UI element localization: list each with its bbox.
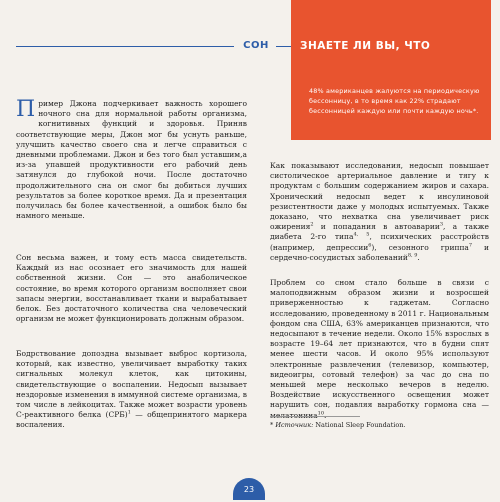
footnote-label: Источник: xyxy=(275,421,314,429)
page-number: 23 xyxy=(233,478,265,500)
footnote xyxy=(270,421,490,430)
left-paragraph-1 xyxy=(16,99,247,221)
footnote-ref: 2 xyxy=(310,221,314,228)
footnote-rule xyxy=(270,416,360,417)
callout-text: 48% американцев жалуются на периодическую бессонницу, в то время как 22% страдают бессонницей каждую или почти каждую ночь*. xyxy=(309,87,480,115)
footnote-ref: 1 xyxy=(127,409,131,416)
right-paragraph-1-text: ), сезонного гриппа xyxy=(371,242,469,252)
right-paragraph-1 xyxy=(270,161,489,263)
left-paragraph-1-text: ример Джона подчеркивает важность хорошего ночного сна для нормальной работы организма, когнитивных функций и здоровья. Приняв соответствующие меры, Джон мог бы уснуть раньше, улучшить качество своего сна и легче справиться с дневными проблемами. Джон и без того был уставшим,а из-за упавшей продуктивности его рабочий день затянулся до глубокой ночи. После достаточно продолжительного сна он смог бы добиться лучших результатов за более короткое время. Да и презентация получилась бы более качественной, а ошибок было бы намного меньше. xyxy=(16,99,247,221)
right-paragraph-1-text: . xyxy=(417,252,420,262)
footnote-ref: 8, 9 xyxy=(407,252,418,259)
drop-cap: П xyxy=(16,97,36,122)
header-rule-left xyxy=(16,46,234,47)
right-paragraph-1-text: , психических расстройств (например, депрессии xyxy=(270,232,489,252)
right-paragraph-2 xyxy=(270,278,489,421)
left-paragraph-3-end: — общепринятого маркера воспаления. xyxy=(16,410,247,430)
left-paragraph-3 xyxy=(16,349,247,431)
footnote-ref: 3 xyxy=(439,221,444,228)
left-paragraph-3-text: Бодрствование допоздна вызывает выброс кортизола, который, как известно, увеличивает выработку таких сигнальных молекул клеток, как цитокины, свидетельствующие о воспалении. Недосып вызывает нездоровые изменения в иммунной системе организма, в том числе в лейкоцитах. Также может возрасти уровень С-реактивного белка (СРБ) xyxy=(16,349,247,420)
right-paragraph-2-text: Проблем со сном стало больше в связи с малоподвижным образом жизни и возросшей приверженностью к гаджетам. Согласно исследованию, проведенному в 2011 г. Национальным фондом сна США, 63% американцев признаются, что недосыпают в течение недели. Около 15% взрослых в возрасте 19–64 лет признаются, что в будни спят менее шести часов. И около 95% используют электронные развлечения (телевизор, компьютер, видеоигры, сотовый телефон) за час до сна по меньшей мере несколько вечеров в неделю. Воздействие искусственного освещения может нарушить сон, подавляя выработку гормона сна — xyxy=(270,278,489,410)
fact-callout-box xyxy=(291,0,491,140)
footnote-ref: 4, 5 xyxy=(353,231,370,238)
right-paragraph-1-text: и попадания в автоаварии xyxy=(313,222,440,232)
footnote-text: National Sleep Foundation. xyxy=(313,421,406,429)
footnote-ref: 7 xyxy=(468,242,473,249)
section-tag: СОН xyxy=(243,40,269,51)
footnote-marker: * xyxy=(270,421,274,429)
callout-title: ЗНАЕТЕ ЛИ ВЫ, ЧТО xyxy=(300,40,431,52)
left-paragraph-2: Сон весьма важен, и тому есть масса свидетельств. Каждый из нас осознает его значимость для нашей собственной жизни. Сон — это анаболическое состояние, во время которого организм восполняет свои запасы энергии, восстанавливает ткани и вырабатывает белок. Без достаточного количества сна человеческий организм не может функционировать должным образом. xyxy=(16,253,247,324)
right-paragraph-1-text: , а также диабета 2-го типа xyxy=(270,222,489,242)
right-paragraph-1-text: и сердечно-сосудистых заболеваний xyxy=(270,242,489,262)
footnote-ref: 10 xyxy=(317,410,325,417)
footnote-ref: 6 xyxy=(368,242,372,249)
right-paragraph-1-text: Как показывают исследования, недосып повышает систолическое артериальное давление и тягу к продуктам с большим содержанием жиров и сахара. Хронический недосып ведет к инсулиновой резистентности даже у молодых испытуемых. Также доказано, что нехватка сна увеличивает риск ожирения xyxy=(270,161,489,232)
header-rule-right xyxy=(276,46,291,47)
